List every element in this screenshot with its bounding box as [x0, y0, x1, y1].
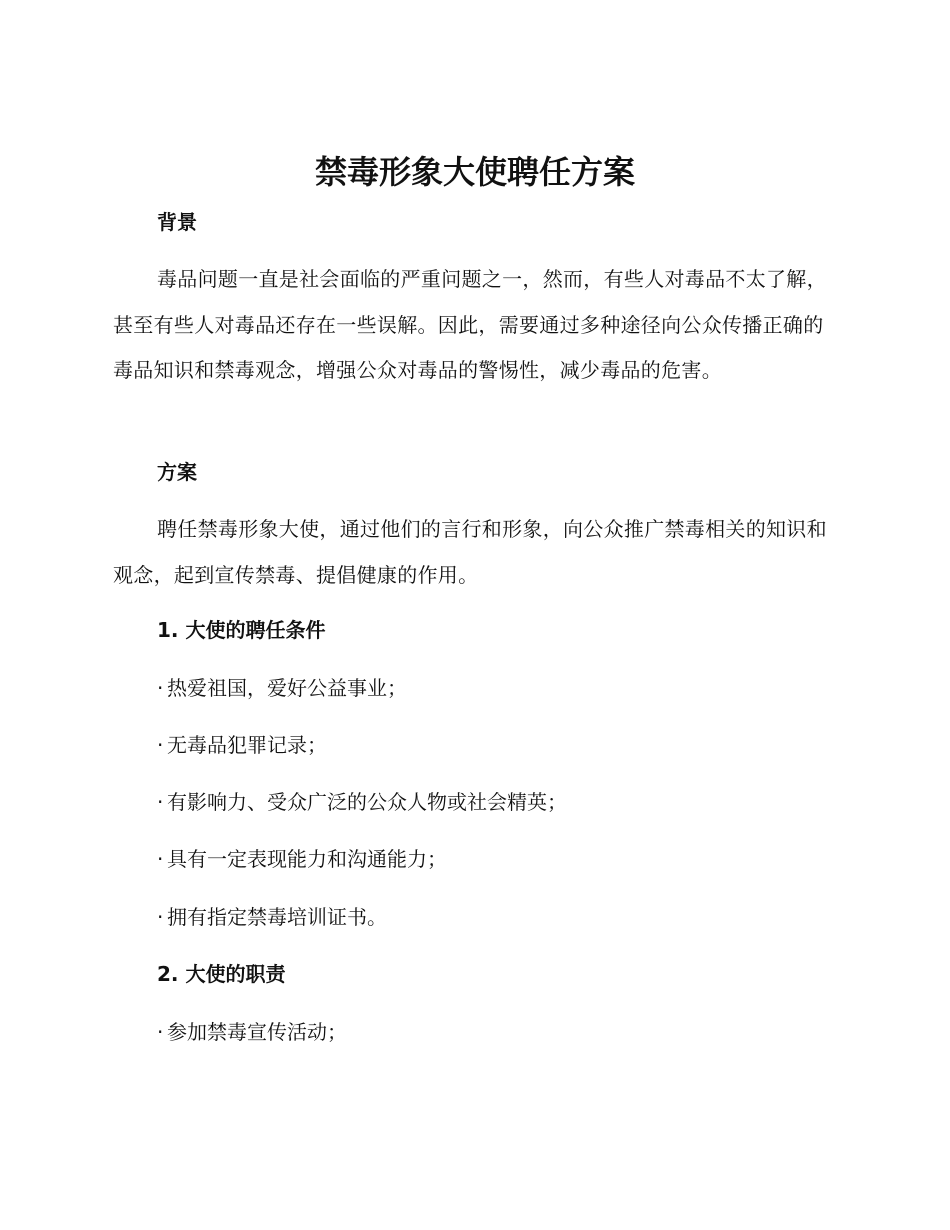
background-paragraph: 毒品问题一直是社会面临的严重问题之一，然而，有些人对毒品不太了解，甚至有些人对毒品还存在一些误解。因此，需要通过多种途径向公众传播正确的毒品知识和禁毒观念，增强公众对毒品的警惕性，减少毒品的危害。	[113, 267, 827, 382]
section-heading-background: 背景	[157, 210, 197, 234]
section-heading-conditions: 1. 大使的聘任条件	[157, 618, 326, 642]
section-heading-duties: 2. 大使的职责	[157, 962, 286, 986]
list-item	[157, 673, 407, 703]
list-item-text: 有影响力、受众广泛的公众人物或社会精英；	[167, 790, 567, 814]
list-item	[157, 1017, 347, 1047]
bullet-icon: ·	[157, 905, 164, 929]
list-item-text: 无毒品犯罪记录；	[167, 733, 327, 757]
bullet-icon: ·	[157, 790, 164, 814]
list-item	[157, 730, 327, 760]
list-item-text: 热爱祖国，爱好公益事业；	[167, 676, 407, 700]
plan-paragraph: 聘任禁毒形象大使，通过他们的言行和形象，向公众推广禁毒相关的知识和观念，起到宣传禁毒、提倡健康的作用。	[113, 517, 827, 587]
list-item	[157, 844, 447, 874]
list-item-text: 参加禁毒宣传活动；	[167, 1020, 347, 1044]
list-item-text: 拥有指定禁毒培训证书。	[167, 905, 387, 929]
document-title: 禁毒形象大使聘任方案	[314, 153, 635, 191]
list-item-text: 具有一定表现能力和沟通能力；	[167, 847, 447, 871]
list-item	[157, 902, 387, 932]
section-heading-plan: 方案	[157, 460, 197, 484]
bullet-icon: ·	[157, 676, 164, 700]
bullet-icon: ·	[157, 1020, 164, 1044]
bullet-icon: ·	[157, 733, 164, 757]
bullet-icon: ·	[157, 847, 164, 871]
list-item	[157, 787, 567, 817]
